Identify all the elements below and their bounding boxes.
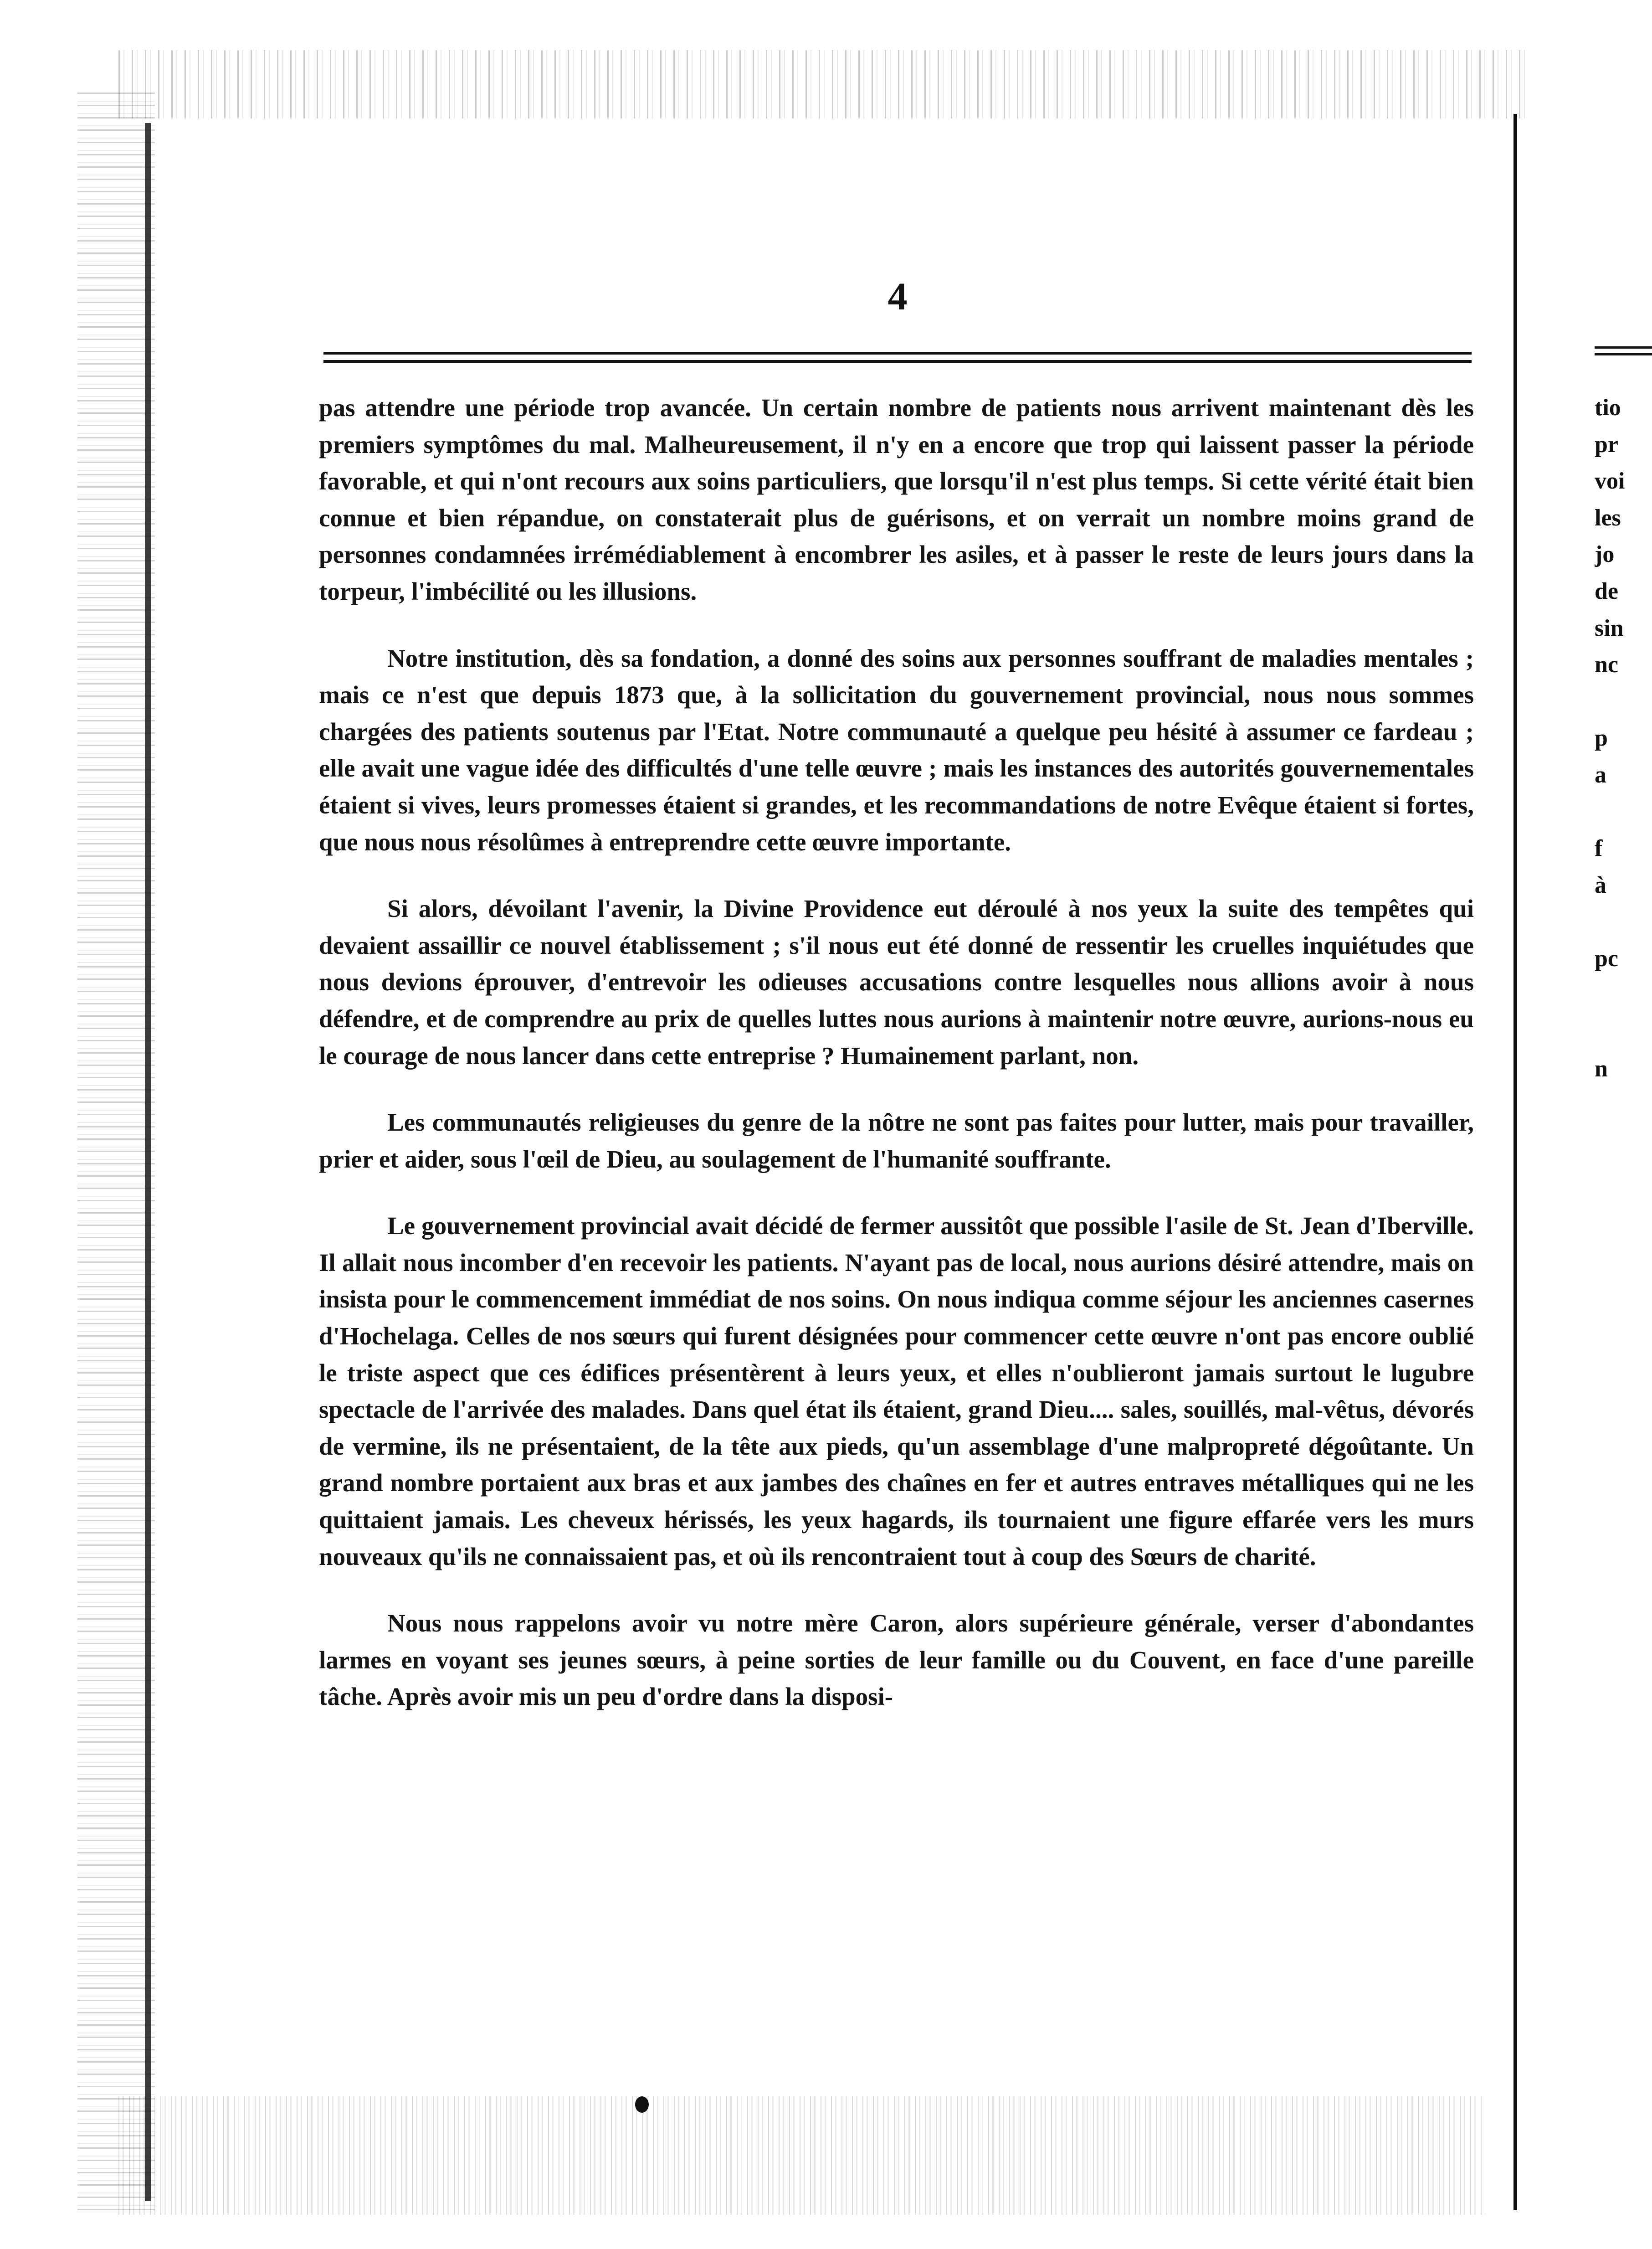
facing-fragment: f xyxy=(1595,835,1603,862)
facing-page-rule xyxy=(1595,346,1652,355)
facing-fragment: tio xyxy=(1595,395,1621,421)
scan-noise-left xyxy=(77,91,155,2210)
ink-speck xyxy=(635,2096,649,2113)
facing-page-fragments xyxy=(1595,390,1652,1939)
facing-fragment: pc xyxy=(1595,945,1618,972)
facing-fragment xyxy=(1595,1014,1652,1051)
facing-fragment xyxy=(1595,684,1652,721)
facing-fragment: n xyxy=(1595,1055,1608,1082)
facing-fragment xyxy=(1595,794,1652,831)
page-right-edge xyxy=(1513,114,1517,2210)
facing-fragment: p xyxy=(1595,725,1608,751)
facing-fragment xyxy=(1595,978,1652,1014)
facing-fragment: pr xyxy=(1595,431,1618,458)
paragraph-1: pas attendre une période trop avancée. Un certain nombre de patients nous arrivent maintenant dès les premiers symptômes du mal. Malheureusement, il n'y en a encore que trop qui laissent passer la période favorable, et qui n'ont recours aux soins particuliers, que lorsqu'il n'est plus temps. Si cette vérité était bien connue et bien répandue, on constaterait plus de guérisons, et on verrait un nombre moins grand de personnes condamnées irrémédiablement à encombrer les asiles, et à passer le reste de leurs jours dans la torpeur, l'imbécilité ou les illusions. xyxy=(319,394,1474,605)
paragraph-6: Nous nous rappelons avoir vu notre mère Caron, alors supérieure générale, verser d'abondantes larmes en voyant ses jeunes sœurs, à peine sorties de leur famille ou du Couvent, en face d'une pareille tâche. Après avoir mis un peu d'ordre dans la disposi- xyxy=(319,1609,1474,1711)
scan-noise-top xyxy=(118,50,1531,118)
facing-fragment: de xyxy=(1595,578,1618,604)
paragraph-3: Si alors, dévoilant l'avenir, la Divine Providence eut déroulé à nos yeux la suite des tempêtes qui devaient assaillir ce nouvel établissement ; s'il nous eut été donné de ressentir les cruelles inquiétudes que nous devions éprouver, d'entrevoir les odieuses accusations contre lesquelles nous allions avoir à nous défendre, et de comprendre au prix de quelles luttes nous aurions à maintenir notre œuvre, aurions-nous eu le courage de nous lancer dans cette entreprise ? Humainement parlant, non. xyxy=(319,895,1474,1070)
scan-noise-bottom xyxy=(118,2096,1485,2215)
header-double-rule xyxy=(323,352,1472,363)
facing-fragment: jo xyxy=(1595,541,1615,568)
body-text xyxy=(319,390,1474,1745)
page-left-edge xyxy=(145,123,151,2201)
facing-fragment xyxy=(1595,904,1652,941)
facing-fragment: sin xyxy=(1595,615,1624,641)
facing-fragment: a xyxy=(1595,762,1606,788)
paragraph-2: Notre institution, dès sa fondation, a donné des soins aux personnes souffrant de maladies mentales ; mais ce n'est que depuis 1873 que, à la sollicitation du gouvernement provincial, nous nous sommes chargées des patients soutenus par l'Etat. Notre communauté a quelque peu hésité à assumer ce fardeau ; elle avait une vague idée des difficultés d'une telle œuvre ; mais les instances des autorités gouvernementales étaient si vives, leurs promesses étaient si grandes, et les recommandations de notre Evêque étaient si fortes, que nous nous résolûmes à entreprendre cette œuvre importante. xyxy=(319,644,1474,856)
facing-fragment: à xyxy=(1595,872,1606,898)
facing-fragment: nc xyxy=(1595,652,1618,678)
facing-fragment: voi xyxy=(1595,468,1625,494)
paragraph-4: Les communautés religieuses du genre de la nôtre ne sont pas faites pour lutter, mais pour travailler, prier et aider, sous l'œil de Dieu, au soulagement de l'humanité souffrante. xyxy=(319,1108,1474,1173)
page-number: 4 xyxy=(888,274,908,318)
paragraph-5: Le gouvernement provincial avait décidé de fermer aussitôt que possible l'asile de St. Jean d'Iberville. Il allait nous incomber d'en recevoir les patients. N'ayant pas de local, nous aurions désiré attendre, mais on insista pour le commencement immédiat de nos soins. On nous indiqua comme séjour les anciennes casernes d'Hochelaga. Celles de nos sœurs qui furent désignées pour commencer cette œuvre n'ont pas encore oublié le triste aspect que ces édifices présentèrent à leurs yeux, et elles n'oublieront jamais surtout le lugubre spectacle de l'arrivée des malades. Dans quel état ils étaient, grand Dieu.... sales, souillés, mal-vêtus, dévorés de vermine, ils ne présentaient, de la tête aux pieds, qu'un assemblage d'une malpropreté dégoûtante. Un grand nombre portaient aux bras et aux jambes des chaînes en fer et autres entraves métalliques qui ne les quittaient jamais. Les cheveux hérissés, les yeux hagards, ils tournaient une figure effarée vers les murs nouveaux qu'ils ne connaissaient pas, et où ils rencontraient tout à coup des Sœurs de charité. xyxy=(319,1212,1474,1570)
facing-fragment: les xyxy=(1595,504,1621,531)
